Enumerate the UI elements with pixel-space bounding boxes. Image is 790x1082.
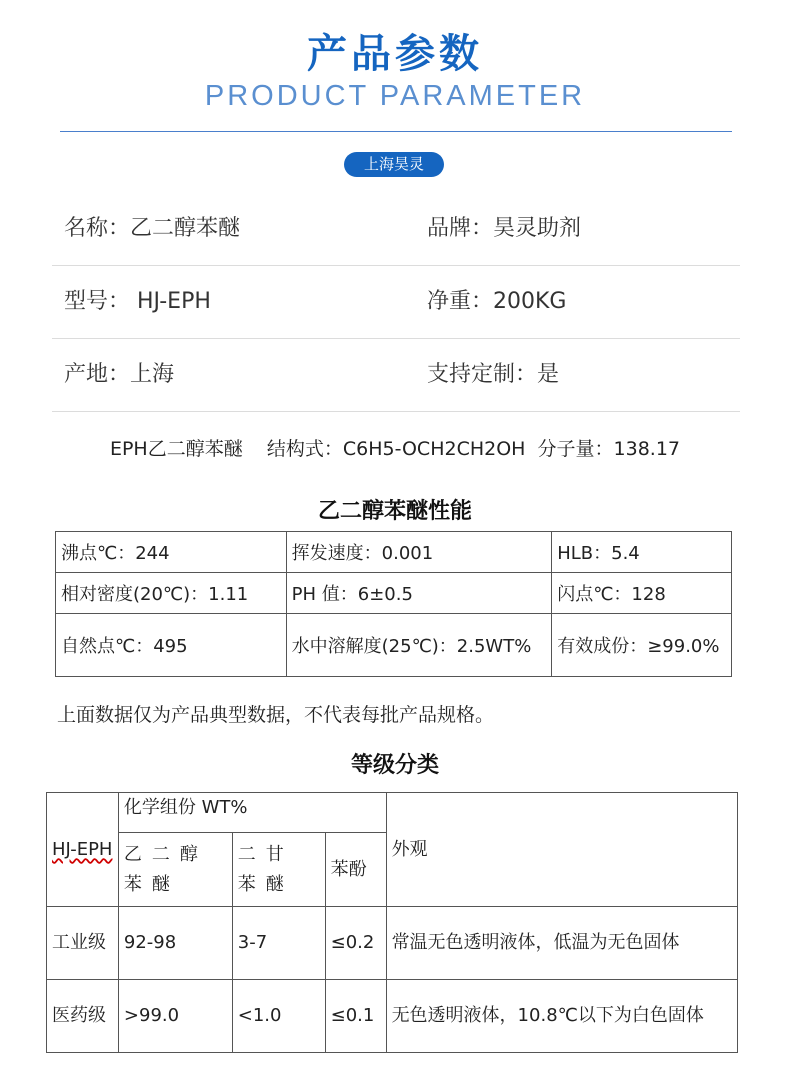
table-cell: 相对密度(20℃)：1.11	[56, 573, 287, 614]
grade-name: 医药级	[47, 980, 119, 1053]
table-cell: <1.0	[232, 980, 325, 1053]
table-cell: >99.0	[118, 980, 232, 1053]
product-label: HJ-EPH	[47, 793, 119, 907]
table-row	[47, 793, 738, 833]
appearance-cell: 常温无色透明液体，低温为无色固体	[386, 907, 737, 980]
composition-header: 化学组份 WT%	[118, 793, 386, 833]
table-row	[56, 573, 732, 614]
page-title-en: PRODUCT PARAMETER	[204, 80, 586, 112]
spec-row-model-weight	[52, 266, 740, 339]
table-cell: 3-7	[232, 907, 325, 980]
grades-table	[46, 792, 738, 1053]
table-cell: ≤0.1	[325, 980, 386, 1053]
spec-customization: 支持定制：是	[427, 362, 560, 387]
table-cell: 有效成份：≥99.0%	[552, 614, 732, 677]
column-header: 苯酚	[325, 833, 386, 907]
grade-name: 工业级	[47, 907, 119, 980]
table-row	[56, 614, 732, 677]
table-row	[47, 980, 738, 1053]
column-header: 二甘苯醚	[232, 833, 325, 907]
spec-name: 名称：乙二醇苯醚	[64, 216, 241, 241]
performance-title: 乙二醇苯醚性能	[317, 499, 472, 524]
title-divider	[60, 131, 732, 132]
column-header: 乙二醇苯醚	[118, 833, 232, 907]
page-title-cn: 产品参数	[307, 31, 483, 77]
table-row	[47, 907, 738, 980]
brand-badge: 上海昊灵	[344, 152, 444, 177]
formula-line: EPH乙二醇苯醚 结构式：C6H5-OCH2CH2OH 分子量：138.17	[109, 438, 681, 460]
table-cell: 自然点℃：495	[56, 614, 287, 677]
appearance-header: 外观	[386, 793, 737, 907]
grades-title: 等级分类	[350, 753, 439, 778]
table-cell: HLB：5.4	[552, 532, 732, 573]
table-cell: 92-98	[118, 907, 232, 980]
spec-origin: 产地：上海	[64, 362, 175, 387]
spec-brand: 品牌：昊灵助剂	[427, 216, 582, 241]
table-cell: PH 值：6±0.5	[286, 573, 552, 614]
spec-model: 型号： HJ-EPH	[64, 289, 211, 314]
spec-weight: 净重：200KG	[427, 289, 567, 314]
performance-table	[55, 531, 732, 677]
spec-row-name-brand	[52, 193, 740, 266]
table-cell: ≤0.2	[325, 907, 386, 980]
table-cell: 水中溶解度(25℃)：2.5WT%	[286, 614, 552, 677]
table-row	[56, 532, 732, 573]
table-cell: 沸点℃：244	[56, 532, 287, 573]
spec-row-origin-custom	[52, 339, 740, 412]
appearance-cell: 无色透明液体，10.8℃以下为白色固体	[386, 980, 737, 1053]
table-cell: 挥发速度：0.001	[286, 532, 552, 573]
performance-note: 上面数据仅为产品典型数据，不代表每批产品规格。	[57, 704, 495, 726]
table-cell: 闪点℃：128	[552, 573, 732, 614]
